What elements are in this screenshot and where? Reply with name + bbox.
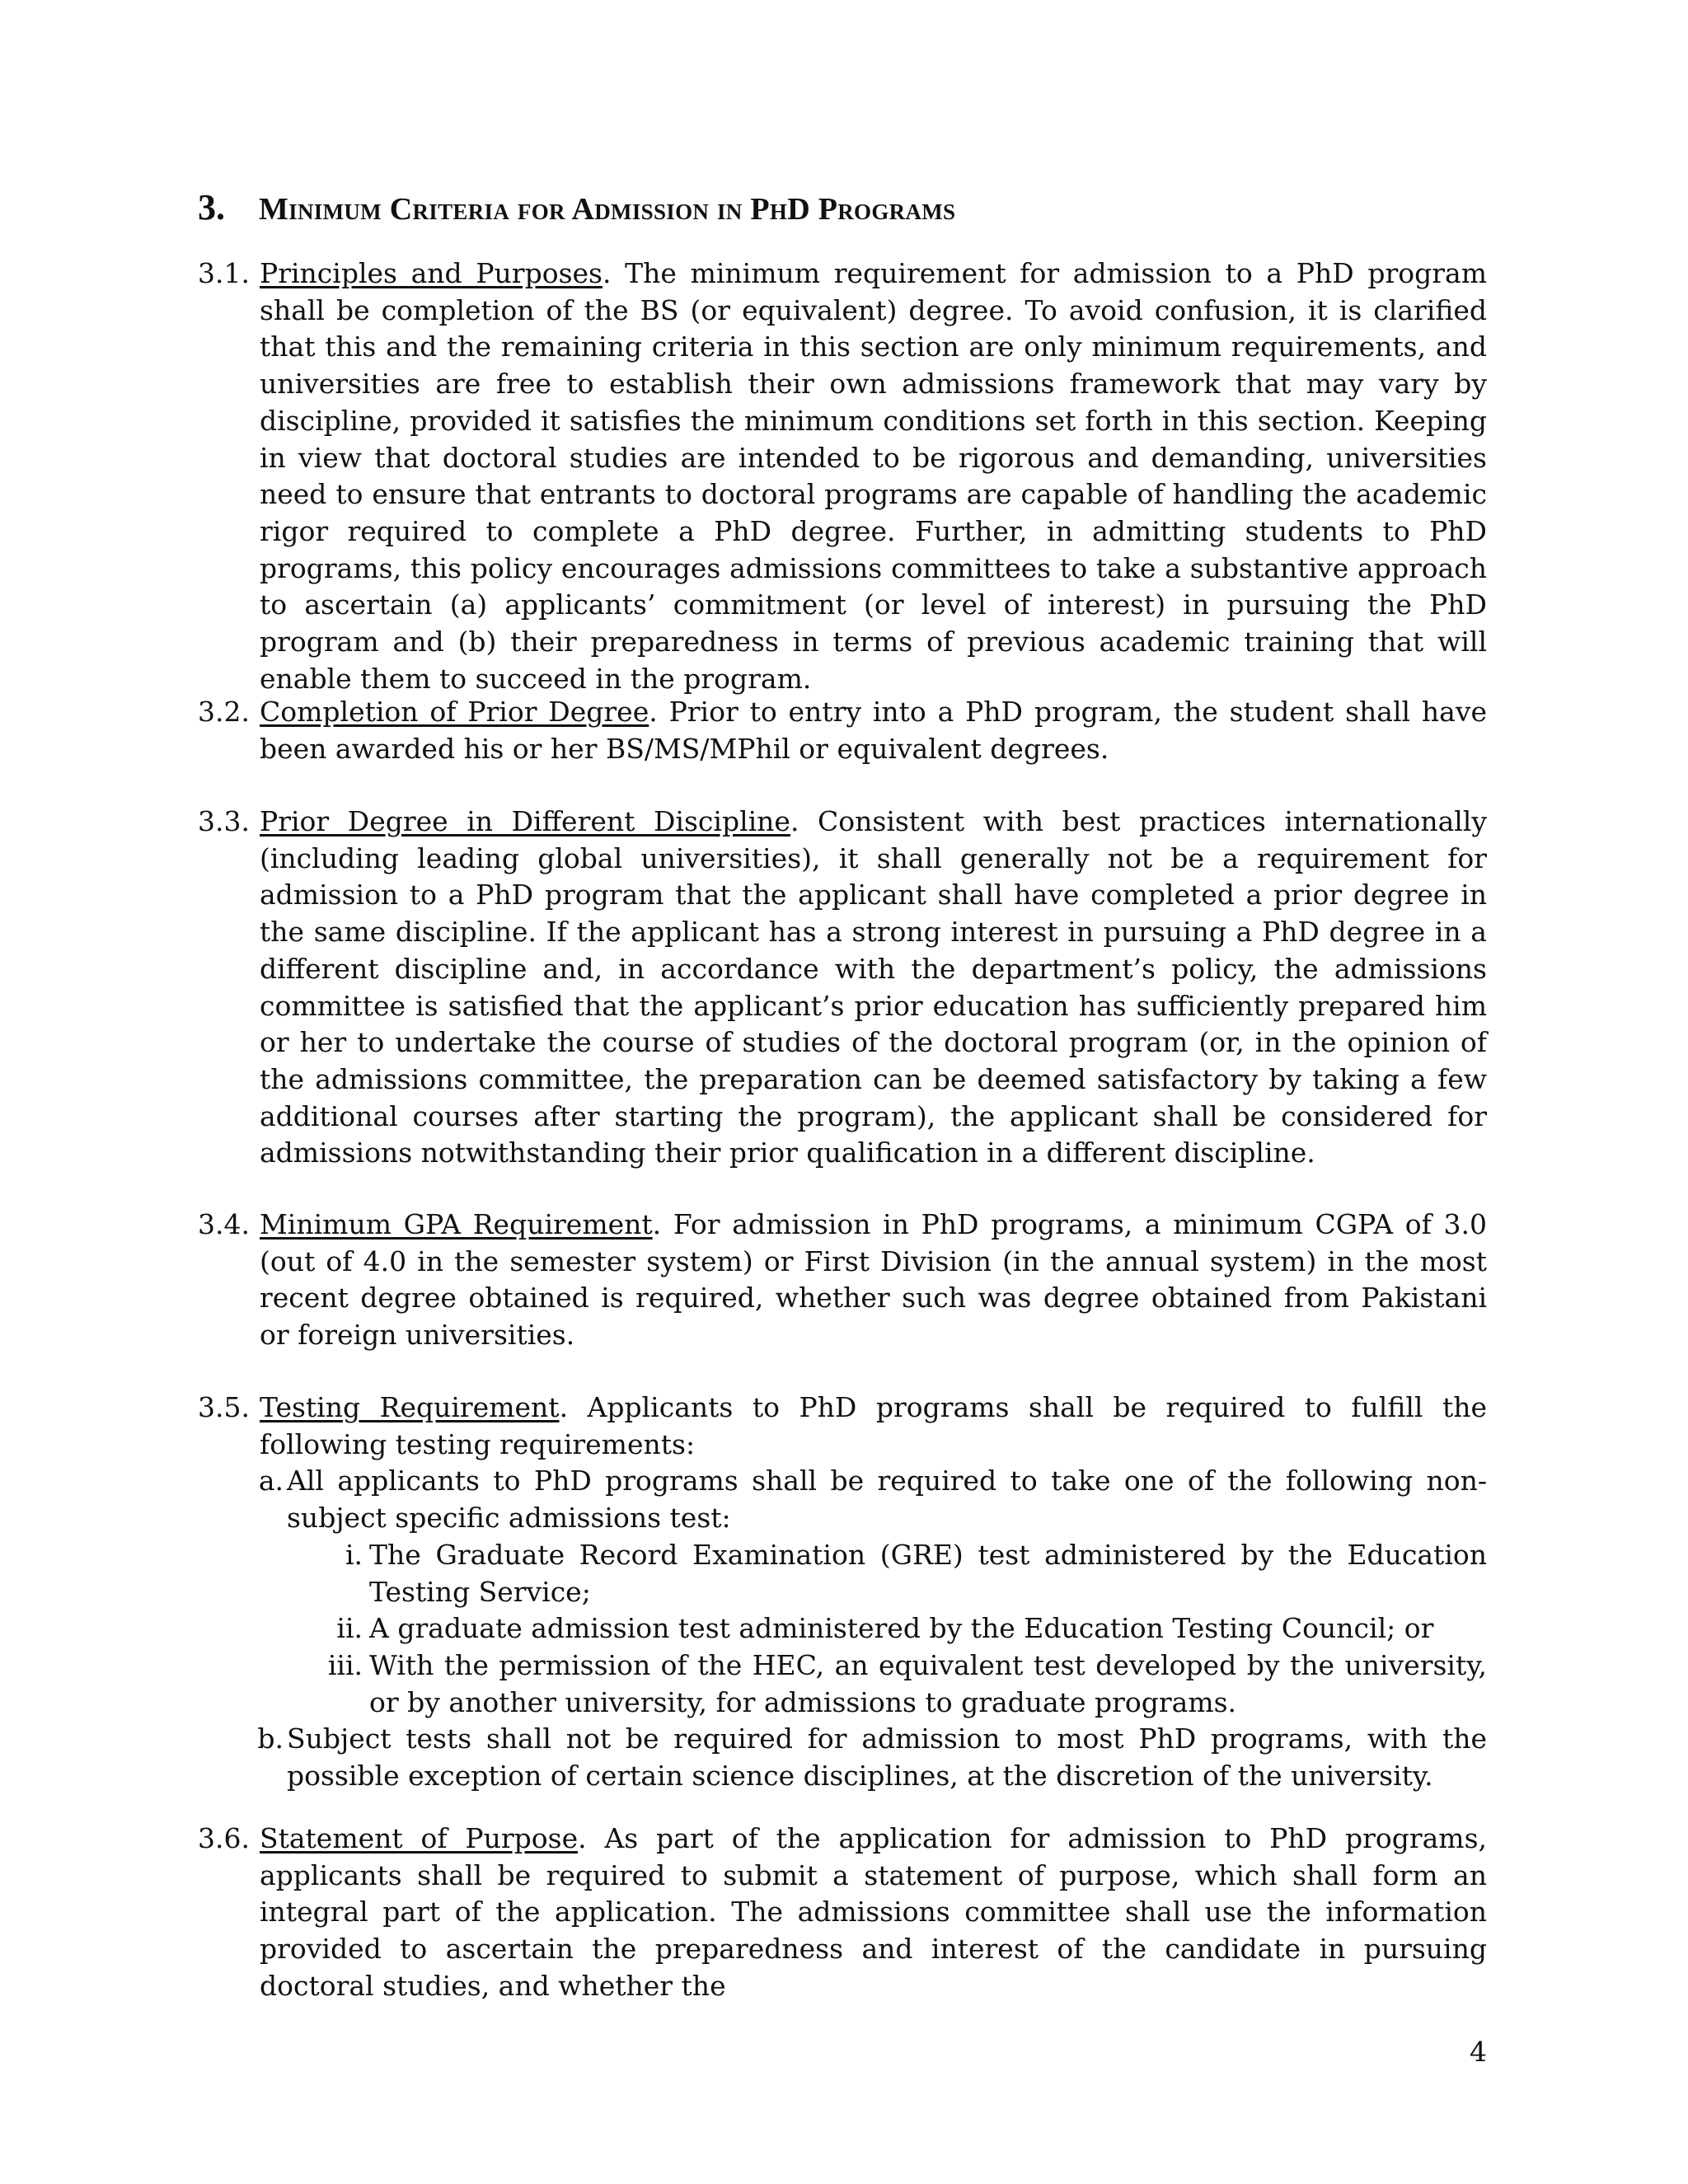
list-item-b <box>257 1721 1487 1794</box>
section-number: 3.2. <box>198 696 250 728</box>
list-marker: i. <box>345 1538 363 1571</box>
heading-title: Minimum Criteria for Admission in PhD Programs <box>259 192 956 227</box>
section-title: Statement of Purpose <box>260 1822 579 1854</box>
section-heading <box>198 186 955 228</box>
list-item-text: All applicants to PhD programs shall be required to take one of the following non-subject specific admissions test: <box>287 1465 1487 1535</box>
list-item-text: A graduate admission test administered by the Education Testing Council; or <box>369 1612 1434 1645</box>
section-body <box>260 1390 1487 1463</box>
section-title: Principles and Purposes <box>260 257 603 289</box>
section-3-3 <box>198 804 1487 1172</box>
section-text: . For admission in PhD programs, a minimum CGPA of 3.0 (out of 4.0 in the semester system) or First Division (in the annual system) in the most recent degree obtained is required, whether such was degree obtained from Pakistani or foreign universities. <box>260 1208 1487 1352</box>
section-number: 3.6. <box>198 1822 250 1854</box>
list-marker: b. <box>257 1722 284 1755</box>
list-marker: a. <box>258 1465 284 1497</box>
list-marker: iii. <box>327 1648 363 1681</box>
section-text: . Consistent with best practices internationally (including leading global universities), it shall generally not be a requirement for admission to a PhD program that the applicant shall have completed a prior degree in the same discipline. If the applicant has a strong interest in pursuing a PhD degree in a different discipline and, in accordance with the department’s policy, the admissions committee is satisfied that the applicant’s prior education has sufficiently prepared him or her to undertake the course of studies of the doctoral program (or, in the opinion of the admissions committee, the preparation can be deemed satisfactory by taking a few additional courses after starting the program), the applicant shall be considered for admissions notwithstanding their prior qualification in a different discipline. <box>260 805 1487 1169</box>
section-title: Minimum GPA Requirement <box>260 1208 653 1240</box>
list-item-ii <box>336 1610 1487 1647</box>
section-3-6 <box>198 1821 1487 2005</box>
section-text: . The minimum requirement for admission to a PhD program shall be completion of the BS (or equivalent) degree. To avoid confusion, it is clarified that this and the remaining criteria in this section are only minimum requirements, and universities are free to establish their own admissions framework that may vary by discipline, provided it satisfies the minimum conditions set forth in this section. Keeping in view that doctoral studies are intended to be rigorous and demanding, universities need to ensure that entrants to doctoral programs are capable of handling the academic rigor required to complete a PhD degree. Further, in admitting students to PhD programs, this policy encourages admissions committees to take a substantive approach to ascertain (a) applicants’ commitment (or level of interest) in pursuing the PhD program and (b) their preparedness in terms of previous academic training that will enable them to succeed in the program. <box>260 257 1487 695</box>
list-item-text: Subject tests shall not be required for admission to most PhD programs, with the possible exception of certain science disciplines, at the discretion of the university. <box>287 1722 1487 1793</box>
section-3-4 <box>198 1207 1487 1354</box>
section-number: 3.4. <box>198 1208 250 1240</box>
section-number: 3.1. <box>198 257 250 289</box>
list-item-i <box>345 1537 1487 1610</box>
section-body <box>260 804 1487 1172</box>
list-item-text: The Graduate Record Examination (GRE) test administered by the Education Testing Service; <box>369 1538 1487 1608</box>
list-item-iii <box>327 1647 1487 1721</box>
section-title: Prior Degree in Different Discipline <box>260 805 790 837</box>
list-item-text: With the permission of the HEC, an equivalent test developed by the university, or by another university, for admissions to graduate programs. <box>369 1648 1487 1718</box>
section-3-2 <box>198 694 1487 767</box>
section-number: 3.3. <box>198 805 250 837</box>
heading-number: 3. <box>198 187 225 227</box>
page-number: 4 <box>1470 2036 1487 2068</box>
section-number: 3.5. <box>198 1391 250 1423</box>
section-body <box>260 694 1487 767</box>
list-marker: ii. <box>336 1612 363 1645</box>
section-text: . Applicants to PhD programs shall be required to fulfill the following testing requirements: <box>260 1391 1488 1460</box>
section-text: . Prior to entry into a PhD program, the student shall have been awarded his or her BS/MS/MPhil or equivalent degrees. <box>260 696 1487 765</box>
section-text: . As part of the application for admission to PhD programs, applicants shall be required to submit a statement of purpose, which shall form an integral part of the application. The admissions committee shall use the information provided to ascertain the preparedness and interest of the candidate in pursuing doctoral studies, and whether the <box>260 1822 1488 2002</box>
section-3-5 <box>198 1390 1487 1795</box>
section-3-1 <box>198 255 1487 697</box>
section-body <box>260 255 1487 697</box>
section-body <box>260 1207 1487 1354</box>
section-body <box>260 1821 1487 2005</box>
section-title: Testing Requirement <box>260 1391 560 1423</box>
testing-requirements-list <box>198 1463 1487 1794</box>
section-title: Completion of Prior Degree <box>260 696 649 728</box>
list-item-a <box>258 1463 1487 1536</box>
